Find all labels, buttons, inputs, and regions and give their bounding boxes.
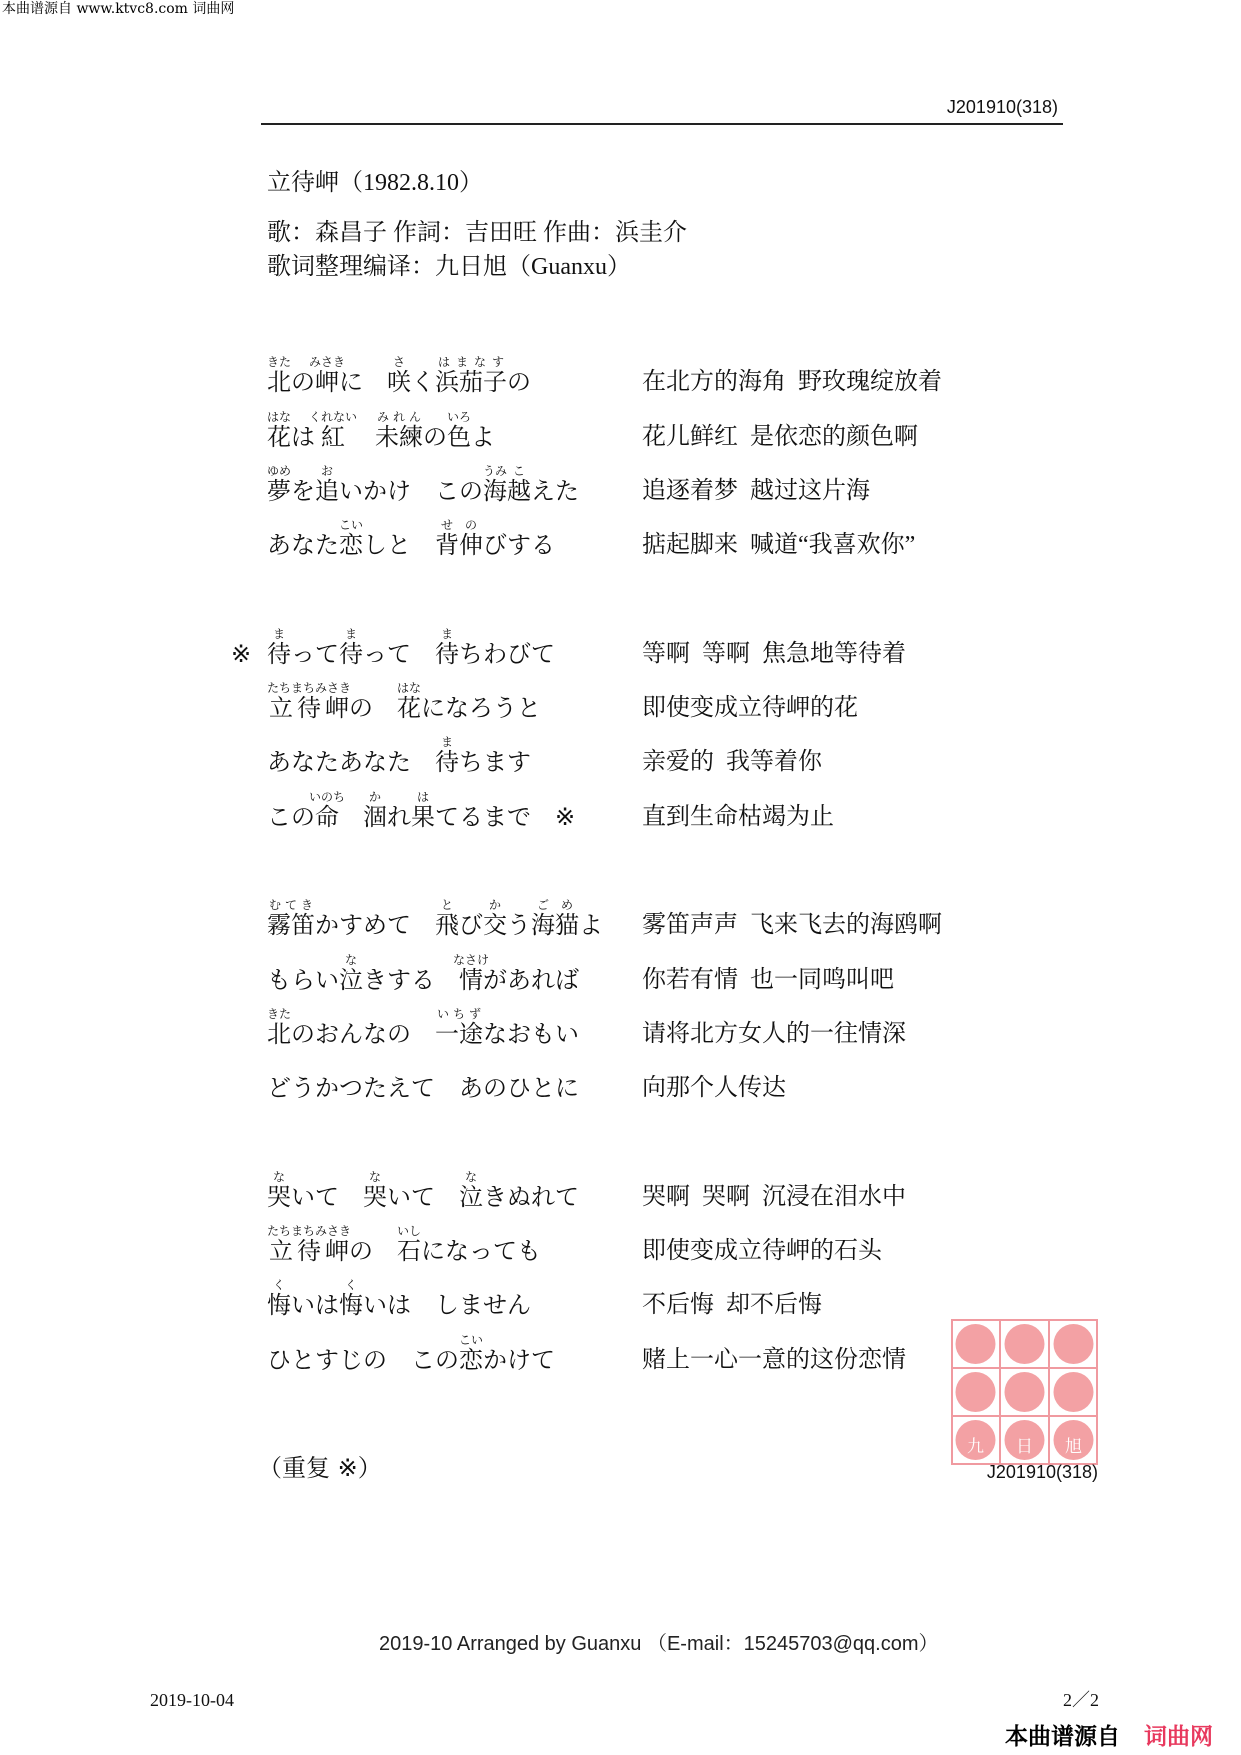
kana-text: の	[291, 368, 315, 397]
lyric-row	[0, 895, 1241, 949]
ruby-word	[507, 463, 531, 505]
lyric-row	[0, 461, 1241, 515]
ruby-word	[267, 681, 352, 723]
seal-character: 旭	[1065, 1437, 1082, 1457]
chinese-translation: 等啊 等啊 焦急地等待着	[642, 640, 906, 667]
kana-text: いかけ この	[339, 476, 483, 505]
stanza	[0, 352, 1241, 569]
kana-text: どうかつたえて あのひとに	[267, 1074, 579, 1103]
ruby-word	[435, 518, 459, 560]
ruby-word	[459, 518, 483, 560]
seal-stamp	[951, 1319, 1098, 1465]
ruby-base: 伸	[459, 531, 483, 560]
stanza	[0, 895, 1241, 1112]
chinese-translation: 向那个人传达	[642, 1075, 786, 1102]
ruby-base: 霧笛	[267, 911, 315, 940]
chinese-translation: 即使变成立待岬的花	[642, 695, 858, 722]
ruby-word	[267, 463, 292, 505]
kana-text: ちわびて	[459, 639, 555, 668]
ruby-base: 哭	[363, 1182, 387, 1211]
chinese-translation: 追逐着梦 越过这片海	[642, 477, 870, 504]
lyric-row	[0, 352, 1241, 406]
lyrics-compiler: 歌词整理编译：九日旭（Guanxu）	[267, 254, 631, 280]
ruby-word	[435, 898, 459, 940]
ruby-word	[435, 626, 459, 668]
ruby-word	[363, 789, 387, 831]
ruby-word	[339, 1278, 363, 1320]
furigana: いのち	[309, 789, 346, 804]
furigana: きた	[267, 355, 292, 370]
furigana: な	[459, 1169, 483, 1184]
kana-text	[339, 803, 363, 831]
kana-text: れ	[387, 802, 411, 831]
source-watermark-bottom	[1005, 1726, 1213, 1749]
ruby-word	[339, 518, 364, 560]
kana-text: なおもい	[483, 1019, 579, 1048]
furigana: いし	[397, 1224, 422, 1239]
ruby-base: 恋	[459, 1345, 483, 1374]
kana-text: よ	[471, 422, 495, 451]
ruby-base: 悔	[339, 1291, 363, 1320]
ruby-base: 泣	[459, 1182, 483, 1211]
stanza	[0, 623, 1241, 840]
ruby-word	[453, 952, 490, 994]
kana-text: の	[349, 1237, 398, 1266]
ruby-base: 夢	[267, 476, 291, 505]
furigana: はまなす	[435, 355, 507, 370]
seal-circle	[956, 1324, 996, 1364]
furigana: な	[339, 952, 363, 967]
kana-text: しと	[363, 531, 435, 560]
furigana: な	[363, 1169, 387, 1184]
furigana: な	[267, 1169, 291, 1184]
ruby-word	[267, 626, 291, 668]
seal-character: 日	[1016, 1437, 1033, 1457]
print-date: 2019-10-04	[150, 1690, 234, 1710]
seal-circle	[1054, 1324, 1094, 1364]
kana-text: は	[291, 422, 315, 451]
ruby-base: 命	[309, 802, 345, 831]
kana-text: この	[267, 802, 315, 831]
header-rule	[261, 123, 1063, 125]
kana-text: いは	[291, 1291, 339, 1320]
ruby-word	[397, 681, 422, 723]
lyrics-body	[0, 352, 1241, 1438]
lyric-row	[0, 678, 1241, 732]
kana-text: があれば	[483, 965, 579, 994]
kana-text: あなた	[267, 531, 339, 560]
ruby-word	[267, 409, 292, 451]
ruby-base: 恋	[339, 531, 363, 560]
japanese-lyric	[267, 1074, 579, 1103]
watermark-site-name: 词曲网	[1144, 1724, 1213, 1750]
watermark-prefix: 本曲谱源自	[1005, 1724, 1120, 1750]
furigana: きた	[267, 1006, 292, 1021]
japanese-lyric	[267, 410, 495, 449]
repeat-note: （重复 ※）	[258, 1454, 382, 1483]
chinese-translation: 亲爱的 我等着你	[642, 749, 822, 776]
furigana: うみ	[483, 463, 508, 478]
furigana: ま	[435, 626, 459, 641]
ruby-base: 花	[397, 694, 422, 723]
furigana: たちまちみさき	[267, 1224, 352, 1239]
ruby-base: 待	[267, 639, 291, 668]
lyric-row	[0, 1221, 1241, 1275]
source-watermark-top: 本曲谱源自 www.ktvc8.com 词曲网	[2, 1, 235, 17]
japanese-lyric	[267, 735, 531, 777]
ruby-base: 花	[267, 422, 291, 451]
ruby-word	[483, 463, 508, 505]
ruby-base: 未練	[375, 422, 423, 451]
seal-circle	[1054, 1372, 1094, 1412]
kana-text: になろうと	[421, 694, 542, 723]
furigana: こ	[507, 463, 531, 478]
ruby-base: 飛	[435, 911, 459, 940]
kana-text: び	[459, 911, 483, 940]
ruby-word	[435, 1006, 483, 1048]
ruby-base: 待	[435, 748, 459, 777]
furigana: は	[411, 789, 435, 804]
kana-text	[351, 423, 375, 451]
japanese-lyric	[267, 518, 555, 560]
ruby-word	[339, 626, 363, 668]
furigana: むてき	[267, 898, 315, 913]
ruby-base: 泣	[339, 965, 363, 994]
ruby-base: 一途	[435, 1019, 483, 1048]
kana-text: ちます	[459, 748, 531, 777]
kana-text: いて	[387, 1182, 459, 1211]
japanese-lyric	[267, 627, 555, 666]
ruby-word	[387, 355, 411, 397]
kana-text: を	[291, 476, 315, 505]
kana-text: って	[291, 639, 339, 668]
furigana: の	[459, 518, 483, 533]
japanese-lyric	[267, 953, 579, 992]
lyric-row	[0, 623, 1241, 677]
chinese-translation: 掂起脚来 喊道“我喜欢你”	[642, 532, 916, 559]
kana-text: きする	[363, 965, 459, 994]
japanese-lyric	[267, 1333, 555, 1372]
japanese-lyric	[267, 898, 603, 940]
ruby-base: 北	[267, 1019, 291, 1048]
ruby-word	[435, 355, 507, 397]
ruby-word	[435, 735, 459, 777]
ruby-word	[375, 409, 423, 451]
kana-text: えた	[531, 476, 579, 505]
ruby-word	[459, 1332, 484, 1374]
kana-text: に	[339, 368, 387, 397]
furigana: さ	[387, 355, 411, 370]
kana-text: かけて	[483, 1345, 555, 1374]
kana-text: あなたあなた	[267, 748, 435, 777]
song-title: 立待岬（1982.8.10）	[267, 170, 483, 196]
ruby-word	[339, 952, 363, 994]
furigana: くれない	[309, 409, 358, 424]
furigana: ま	[435, 735, 459, 750]
lyric-row	[0, 1166, 1241, 1220]
chinese-translation: 花儿鲜红 是依恋的颜色啊	[642, 423, 918, 450]
ruby-base: 悔	[267, 1291, 291, 1320]
ruby-word	[267, 1169, 291, 1211]
kana-text: てるまで ※	[435, 802, 576, 831]
ruby-word	[447, 409, 472, 451]
furigana: か	[363, 789, 387, 804]
ruby-word	[483, 898, 507, 940]
ruby-word	[397, 1224, 422, 1266]
furigana: く	[339, 1278, 363, 1293]
furigana: か	[483, 898, 507, 913]
kana-text: いは しません	[363, 1291, 531, 1320]
kana-text: きぬれて	[483, 1182, 579, 1211]
furigana: お	[315, 463, 339, 478]
ruby-base: 石	[397, 1237, 422, 1266]
ruby-base: 追	[315, 476, 339, 505]
chinese-translation: 你若有情 也一同鸣叫吧	[642, 966, 894, 993]
furigana: はな	[397, 681, 422, 696]
japanese-lyric	[267, 1170, 579, 1209]
lyric-row	[0, 1004, 1241, 1058]
chinese-translation: 不后悔 却不后悔	[642, 1292, 822, 1319]
seal-character: 九	[967, 1437, 984, 1457]
arranger-footer: 2019-10 Arranged by Guanxu （E-mail：15245703@qq.com）	[379, 1633, 939, 1655]
ruby-base: 紅	[309, 422, 357, 451]
furigana: いちず	[435, 1006, 483, 1021]
ruby-word	[363, 1169, 387, 1211]
furigana: く	[267, 1278, 291, 1293]
kana-text: く	[411, 368, 435, 397]
kana-text: かすめて	[315, 911, 435, 940]
document-code: J201910(318)	[946, 97, 1058, 117]
ruby-base: 立待岬	[267, 1237, 352, 1266]
ruby-word	[267, 1006, 292, 1048]
ruby-base: 北	[267, 368, 291, 397]
furigana: ゆめ	[267, 463, 292, 478]
japanese-lyric	[267, 1007, 579, 1046]
ruby-word	[267, 1278, 291, 1320]
furigana: はな	[267, 409, 292, 424]
furigana: たちまちみさき	[267, 681, 352, 696]
lyric-row	[0, 732, 1241, 786]
kana-text: もらい	[267, 965, 339, 994]
ruby-word	[309, 789, 346, 831]
furigana: ま	[339, 626, 363, 641]
ruby-word	[267, 355, 292, 397]
chinese-translation: 雾笛声声 飞来飞去的海鸥啊	[642, 912, 942, 939]
ruby-base: 果	[411, 802, 435, 831]
kana-text: になっても	[421, 1237, 542, 1266]
ruby-word	[315, 463, 339, 505]
ruby-base: 海猫	[531, 911, 579, 940]
ruby-base: 背	[435, 531, 459, 560]
ruby-base: 待	[435, 639, 459, 668]
ruby-base: 越	[507, 476, 531, 505]
chinese-translation: 哭啊 哭啊 沉浸在泪水中	[642, 1183, 906, 1210]
ruby-word	[309, 409, 358, 451]
lyric-row	[0, 1058, 1241, 1112]
kana-text: って	[363, 639, 435, 668]
ruby-word	[267, 1224, 352, 1266]
ruby-base: 立待岬	[267, 694, 352, 723]
seal-circle	[956, 1372, 996, 1412]
ruby-base: 咲	[387, 368, 411, 397]
chinese-translation: 在北方的海角 野玫瑰绽放着	[642, 369, 942, 396]
lyric-row	[0, 406, 1241, 460]
chinese-translation: 直到生命枯竭为止	[642, 803, 834, 830]
kana-text: の	[423, 422, 447, 451]
furigana: いろ	[447, 409, 472, 424]
page-number: 2／2	[1063, 1690, 1099, 1710]
kana-text: のおんなの	[291, 1019, 435, 1048]
ruby-base: 交	[483, 911, 507, 940]
furigana: と	[435, 898, 459, 913]
furigana: みさき	[309, 355, 346, 370]
kana-text: の	[349, 694, 398, 723]
furigana: なさけ	[453, 952, 490, 967]
japanese-lyric	[267, 1224, 542, 1266]
lyric-row	[0, 786, 1241, 840]
ruby-base: 浜茄子	[435, 368, 507, 397]
kana-text: よ	[579, 911, 603, 940]
kana-text: ひとすじの この	[267, 1345, 459, 1374]
chinese-translation: 请将北方女人的一往情深	[642, 1020, 906, 1047]
seal-circle	[1005, 1324, 1045, 1364]
ruby-base: 涸	[363, 802, 387, 831]
lyric-row	[0, 949, 1241, 1003]
furigana: せ	[435, 518, 459, 533]
furigana: こい	[459, 1332, 484, 1347]
japanese-lyric	[267, 681, 542, 723]
chinese-translation: 赌上一心一意的这份恋情	[642, 1346, 906, 1373]
ruby-word	[459, 1169, 483, 1211]
ruby-base: 情	[453, 965, 489, 994]
ruby-base: 海	[483, 476, 507, 505]
ruby-base: 岬	[309, 368, 345, 397]
seal-document-code: J201910(318)	[986, 1462, 1098, 1482]
ruby-word	[309, 355, 346, 397]
ruby-word	[411, 789, 435, 831]
song-credits: 歌：森昌子 作詞：吉田旺 作曲：浜圭介	[267, 220, 687, 246]
furigana: ごめ	[531, 898, 579, 913]
ruby-word	[267, 898, 315, 940]
japanese-lyric	[267, 1278, 531, 1320]
furigana: こい	[339, 518, 364, 533]
japanese-lyric	[267, 790, 575, 829]
japanese-lyric	[267, 464, 579, 503]
lyric-row	[0, 515, 1241, 569]
kana-text: う	[507, 911, 531, 940]
japanese-lyric	[267, 355, 531, 397]
chorus-mark: ※	[231, 639, 252, 668]
kana-text: いて	[291, 1182, 363, 1211]
kana-text: びする	[483, 531, 555, 560]
ruby-base: 待	[339, 639, 363, 668]
seal-circle	[1005, 1372, 1045, 1412]
ruby-word	[531, 898, 579, 940]
ruby-base: 哭	[267, 1182, 291, 1211]
furigana: みれん	[375, 409, 423, 424]
furigana: ま	[267, 626, 291, 641]
chinese-translation: 即使变成立待岬的石头	[642, 1238, 882, 1265]
kana-text: の	[507, 368, 531, 397]
ruby-base: 色	[447, 422, 471, 451]
